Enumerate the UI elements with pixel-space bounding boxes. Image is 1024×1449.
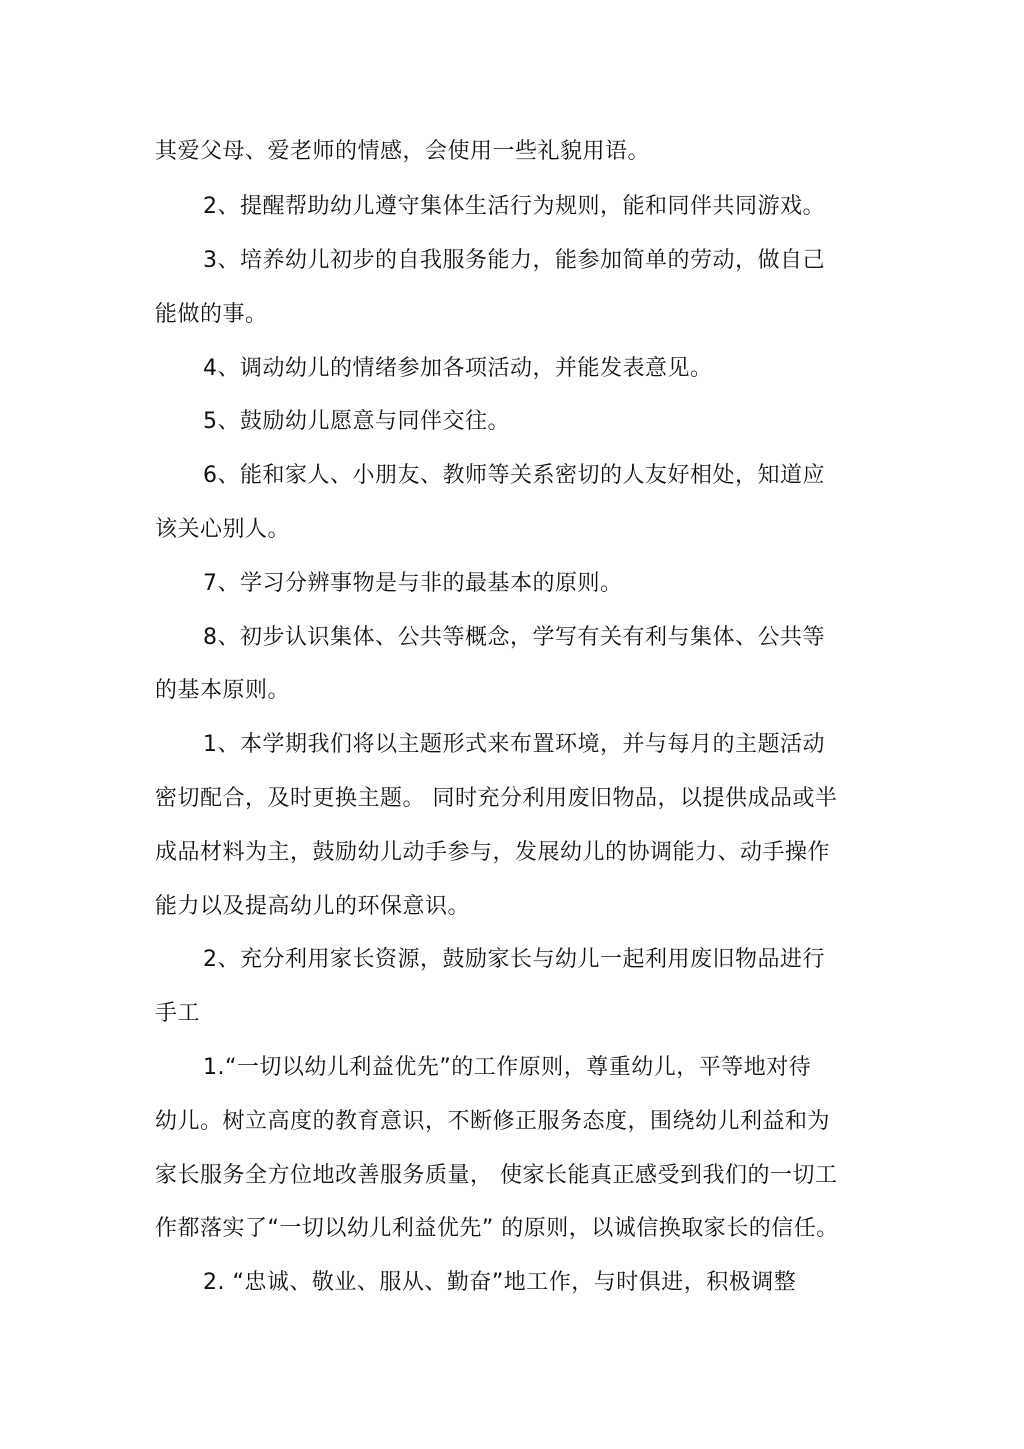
text-line-19: 幼儿。树立高度的教育意识，不断修正服务态度，围绕幼儿利益和为 (155, 1109, 831, 1134)
text-line-1: 其爱父母、爱老师的情感，会使用一些礼貌用语。 (155, 139, 651, 164)
text-line-10: 8、初步认识集体、公共等概念，学写有关有利与集体、公共等 (203, 625, 825, 650)
text-line-17: 手工 (155, 1001, 201, 1026)
text-line-11: 的基本原则。 (155, 678, 291, 703)
text-line-9: 7、学习分辨事物是与非的最基本的原则。 (203, 571, 623, 596)
text-line-5: 4、调动幼儿的情绪参加各项活动，并能发表意见。 (203, 356, 713, 381)
text-line-21: 作都落实了“一切以幼儿利益优先” 的原则，以诚信换取家长的信任。 (155, 1216, 839, 1241)
text-line-16: 2、充分利用家长资源，鼓励家长与幼儿一起利用废旧物品进行 (203, 947, 825, 972)
text-line-14: 成品材料为主，鼓励幼儿动手参与，发展幼儿的协调能力、动手操作 (155, 840, 831, 865)
text-line-13: 密切配合，及时更换主题。 同时充分利用废旧物品，以提供成品或半 (155, 786, 838, 811)
text-line-22: 2. “忠诚、敬业、服从、勤奋”地工作，与时俱进，积极调整 (203, 1270, 797, 1295)
text-line-3: 3、培养幼儿初步的自我服务能力，能参加简单的劳动，做自己 (203, 248, 825, 273)
text-line-12: 1、本学期我们将以主题形式来布置环境，并与每月的主题活动 (203, 732, 825, 757)
text-line-2: 2、提醒帮助幼儿遵守集体生活行为规则，能和同伴共同游戏。 (203, 194, 825, 219)
text-line-7: 6、能和家人、小朋友、教师等关系密切的人友好相处，知道应 (203, 463, 825, 488)
text-line-20: 家长服务全方位地改善服务质量， 使家长能真正感受到我们的一切工 (155, 1163, 838, 1188)
text-line-6: 5、鼓励幼儿愿意与同伴交往。 (203, 409, 510, 434)
text-line-18: 1.“一切以幼儿利益优先”的工作原则，尊重幼儿，平等地对待 (203, 1055, 812, 1080)
text-line-15: 能力以及提高幼儿的环保意识。 (155, 894, 471, 919)
text-line-4: 能做的事。 (155, 302, 268, 327)
text-line-8: 该关心别人。 (155, 517, 291, 542)
